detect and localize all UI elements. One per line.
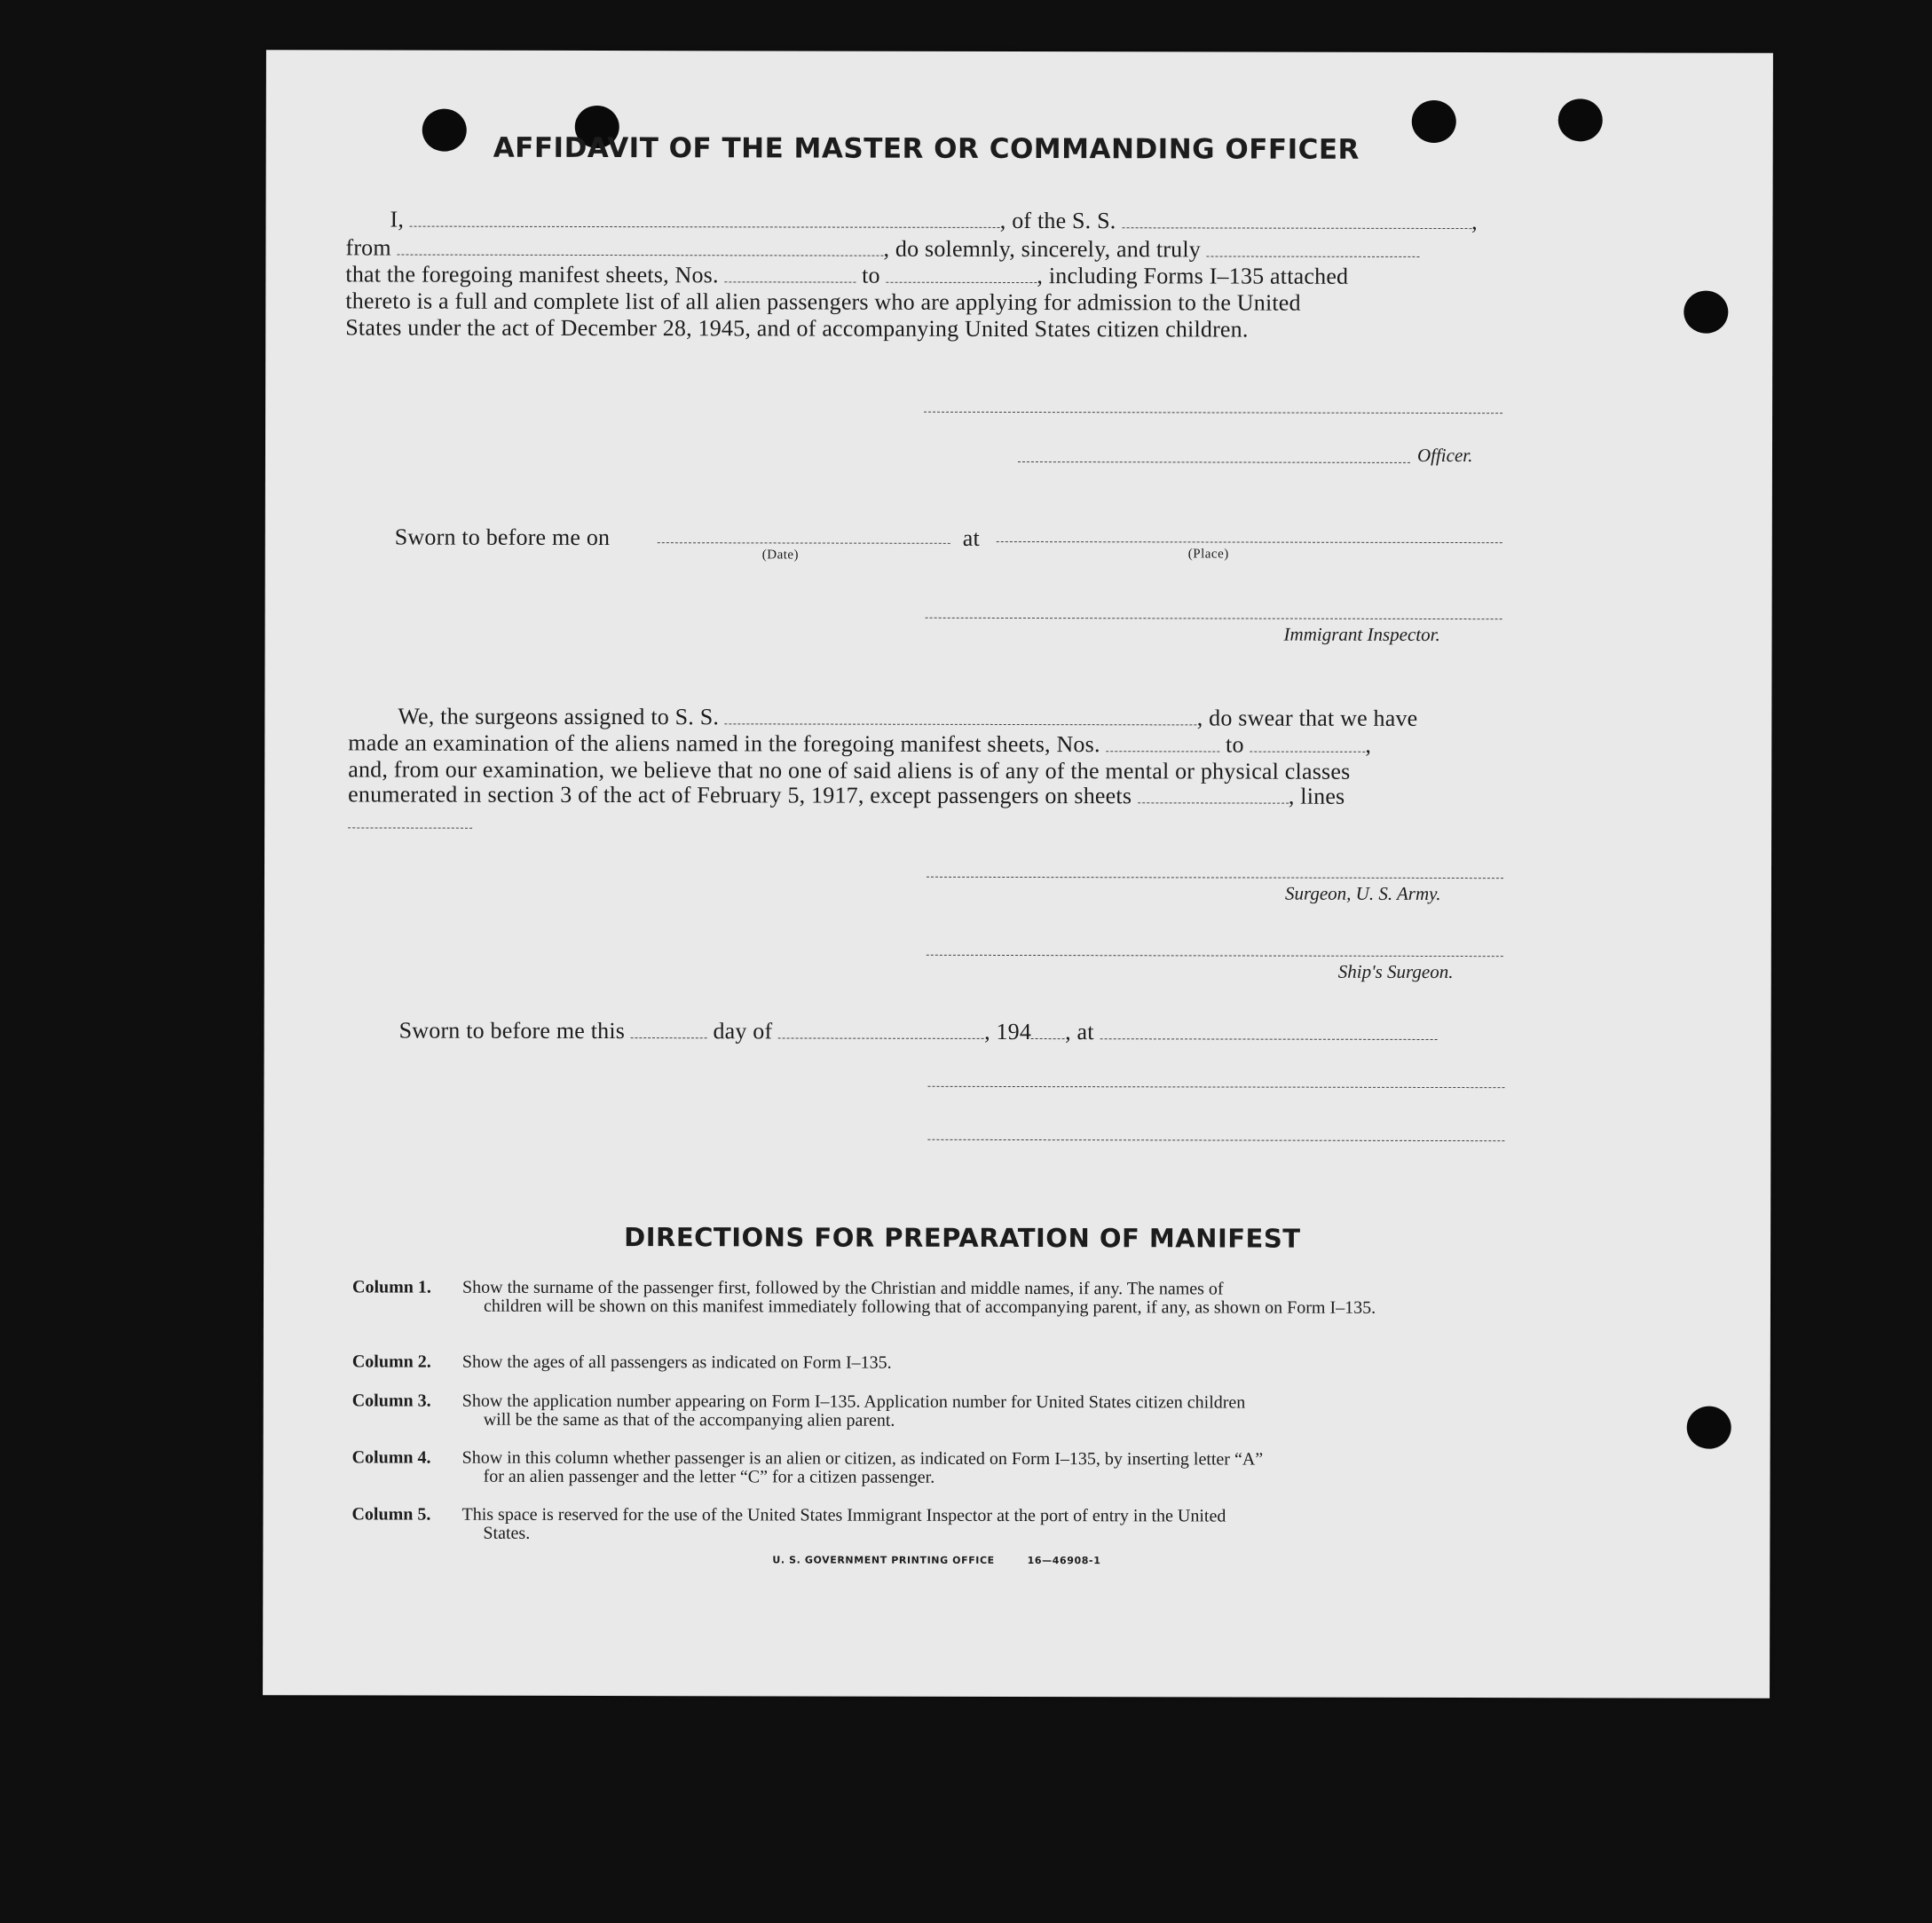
including-forms-label: , including Forms I–135 attached xyxy=(1037,263,1349,289)
sworn-line-2 xyxy=(399,1018,1438,1046)
surgeons-sheets-from-field[interactable] xyxy=(1106,733,1219,752)
printer-name: U. S. GOVERNMENT PRINTING OFFICE xyxy=(772,1554,995,1566)
sworn-signature-line-1[interactable] xyxy=(927,1086,1504,1088)
affidavit-line-5: States under the act of December 28, 1945, and of accompanying United States citizen children. xyxy=(345,314,1249,343)
direction-column-3 xyxy=(351,1391,1506,1430)
sworn-date-field[interactable] xyxy=(658,542,950,544)
direction-label: Column 5. xyxy=(351,1504,431,1525)
direction-column-2 xyxy=(351,1352,1506,1373)
direction-text xyxy=(462,1353,1506,1374)
year-label: , 194 xyxy=(984,1018,1032,1045)
direction-text xyxy=(462,1392,1506,1431)
day-of-label: day of xyxy=(713,1018,773,1044)
sworn-day-field[interactable] xyxy=(631,1020,707,1038)
punch-hole-3 xyxy=(1412,100,1456,143)
direction-label: Column 1. xyxy=(352,1277,431,1297)
direction-text-line: Show the surname of the passenger first, followed by the Christian and middle names, if any. The names of xyxy=(462,1277,1224,1299)
comma: , xyxy=(1471,209,1478,235)
surgeons-line-3: and, from our examination, we believe that no one of said aliens is of any of the mental or physical classes xyxy=(348,756,1351,784)
from-label: from xyxy=(345,234,391,261)
direction-text xyxy=(462,1279,1506,1318)
affidavit-form-sheet xyxy=(263,50,1773,1698)
direction-text xyxy=(461,1506,1505,1545)
direction-column-5 xyxy=(351,1504,1506,1543)
affidavit-title: AFFIDAVIT OF THE MASTER OR COMMANDING OFFICER xyxy=(493,131,1360,166)
officer-title-line[interactable] xyxy=(1018,461,1410,463)
ship-surgeon-caption: Ship's Surgeon. xyxy=(1337,960,1454,983)
direction-text-cont: for an alien passenger and the letter “C” for a citizen passenger. xyxy=(483,1466,935,1487)
surgeons-line-2 xyxy=(348,729,1371,758)
sworn-year-field[interactable] xyxy=(1031,1021,1065,1039)
punch-hole-4 xyxy=(1558,99,1603,141)
form-code: 16—46908-1 xyxy=(1027,1555,1101,1567)
direction-text xyxy=(462,1449,1506,1488)
do-solemnly-label: , do solemnly, sincerely, and truly xyxy=(883,235,1202,263)
place-caption: (Place) xyxy=(1187,547,1229,562)
army-surgeon-caption: Surgeon, U. S. Army. xyxy=(1284,882,1441,904)
punch-hole-6 xyxy=(1687,1407,1731,1449)
affidavit-line-3 xyxy=(345,261,1348,289)
direction-label: Column 3. xyxy=(351,1391,431,1411)
direction-text-line: Show the application number appearing on Form I–135. Application number for United States citizen children xyxy=(461,1391,1246,1413)
master-name-field[interactable] xyxy=(410,209,1000,228)
direction-label: Column 4. xyxy=(351,1447,431,1468)
direction-label: Column 2. xyxy=(351,1352,431,1372)
surgeons-line-1 xyxy=(398,704,1417,732)
section-3-label: enumerated in section 3 of the act of February 5, 1917, except passengers on sheets xyxy=(348,781,1132,809)
date-caption: (Date) xyxy=(761,548,800,563)
exception-lines-field[interactable] xyxy=(348,827,472,828)
affidavit-i-label: I, xyxy=(390,206,405,232)
sworn-label-1: Sworn to before me on xyxy=(394,524,611,551)
directions-title: DIRECTIONS FOR PREPARATION OF MANIFEST xyxy=(624,1222,1301,1254)
sworn-signature-line-2[interactable] xyxy=(927,1139,1504,1141)
manifest-sheets-label: that the foregoing manifest sheets, Nos. xyxy=(345,261,719,288)
affidavit-line-2 xyxy=(345,234,1419,264)
affidavit-line-4: thereto is a full and complete list of all alien passengers who are applying for admission to the United xyxy=(345,288,1301,316)
punch-hole-1 xyxy=(422,109,467,152)
surgeons-line-4 xyxy=(348,781,1345,809)
ship-name-field[interactable] xyxy=(1122,209,1471,229)
master-signature-line[interactable] xyxy=(924,412,1502,414)
inspector-signature-line[interactable] xyxy=(926,618,1502,619)
exception-sheets-field[interactable] xyxy=(1138,784,1289,803)
of-ss-label: , of the S. S. xyxy=(999,207,1116,234)
surgeons-ship-field[interactable] xyxy=(725,705,1197,725)
army-surgeon-signature-line[interactable] xyxy=(927,877,1503,879)
direction-text-cont: children will be shown on this manifest immediately following that of accompanying parent, if any, as shown on Form I–135. xyxy=(483,1296,1376,1318)
direction-text-cont: States. xyxy=(483,1523,531,1543)
surgeons-to-label: to xyxy=(1226,731,1244,758)
sworn-label-2: Sworn to before me this xyxy=(398,1017,626,1044)
sworn-month-field[interactable] xyxy=(778,1020,984,1038)
sworn-at-label-1: at xyxy=(962,524,980,551)
direction-text-line: Show in this column whether passenger is an alien or citizen, as indicated on Form I–135, by inserting letter “A” xyxy=(461,1447,1264,1470)
surgeons-assigned-label: We, the surgeons assigned to S. S. xyxy=(398,703,720,730)
sworn-place-field-2[interactable] xyxy=(1100,1021,1437,1040)
direction-text-cont: will be the same as that of the accompanying alien parent. xyxy=(483,1409,895,1430)
affidavit-line-1 xyxy=(390,207,1478,236)
inspector-caption: Immigrant Inspector. xyxy=(1283,623,1440,645)
ship-surgeon-signature-line[interactable] xyxy=(927,955,1503,957)
departure-port-field[interactable] xyxy=(398,237,884,256)
examination-label: made an examination of the aliens named in the foregoing manifest sheets, Nos. xyxy=(348,729,1100,758)
truly-field[interactable] xyxy=(1207,238,1420,257)
surgeons-sheets-to-field[interactable] xyxy=(1250,734,1365,753)
sworn-at-label-2: , at xyxy=(1065,1019,1094,1045)
direction-column-4 xyxy=(351,1447,1506,1487)
direction-column-1 xyxy=(352,1277,1506,1318)
to-label: to xyxy=(862,262,880,288)
sworn-place-field[interactable] xyxy=(997,541,1502,543)
comma: , xyxy=(1365,731,1372,758)
sheets-from-field[interactable] xyxy=(724,264,856,282)
direction-text-line: Show the ages of all passengers as indicated on Form I–135. xyxy=(461,1352,892,1373)
do-swear-label: , do swear that we have xyxy=(1196,705,1418,731)
sheets-to-field[interactable] xyxy=(886,264,1037,283)
lines-label: , lines xyxy=(1288,783,1345,809)
officer-caption: Officer. xyxy=(1416,444,1473,467)
printer-imprint xyxy=(772,1554,1100,1566)
direction-text-line: This space is reserved for the use of the United States Immigrant Inspector at the port of entry in the United xyxy=(461,1504,1226,1526)
punch-hole-5 xyxy=(1684,291,1728,334)
